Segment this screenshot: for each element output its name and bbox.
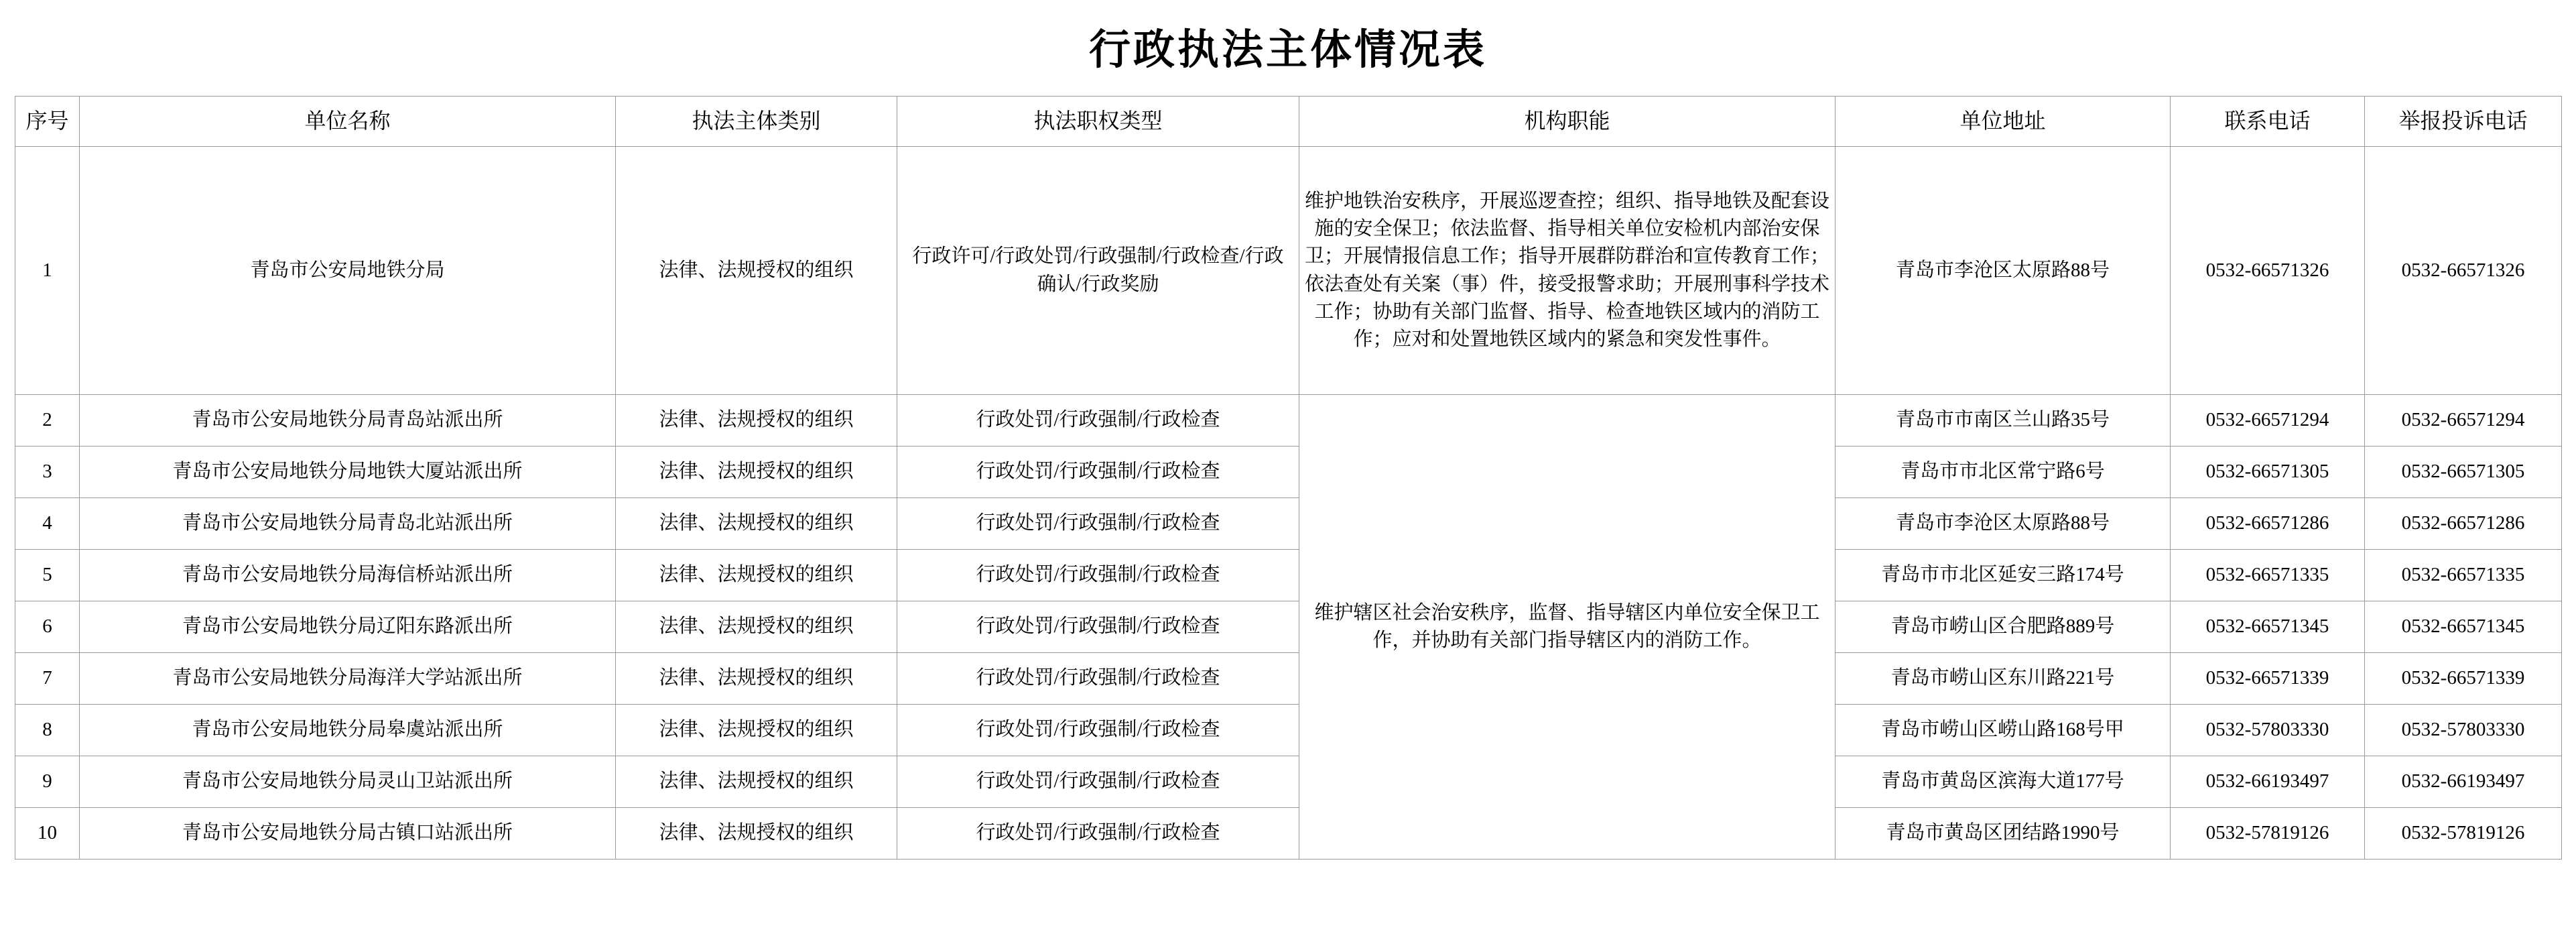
cell-report-tel: 0532-66571326 — [2365, 147, 2562, 395]
cell-no: 6 — [15, 601, 80, 653]
cell-address: 青岛市市南区兰山路35号 — [1836, 395, 2171, 447]
cell-unit-name: 青岛市公安局地铁分局海洋大学站派出所 — [80, 653, 616, 705]
cell-report-tel: 0532-66571294 — [2365, 395, 2562, 447]
cell-unit-name: 青岛市公安局地铁分局辽阳东路派出所 — [80, 601, 616, 653]
table-row — [15, 756, 2562, 808]
cell-no: 9 — [15, 756, 80, 808]
cell-report-tel: 0532-66571335 — [2365, 550, 2562, 601]
cell-tel: 0532-66571326 — [2171, 147, 2365, 395]
column-header-no: 序号 — [15, 97, 80, 147]
enforcement-entities-table — [15, 96, 2562, 860]
cell-address: 青岛市黄岛区滨海大道177号 — [1836, 756, 2171, 808]
table-row — [15, 550, 2562, 601]
cell-category: 法律、法规授权的组织 — [616, 550, 897, 601]
cell-power-type: 行政处罚/行政强制/行政检查 — [897, 808, 1299, 860]
cell-power-type: 行政处罚/行政强制/行政检查 — [897, 395, 1299, 447]
column-header-power-type: 执法职权类型 — [897, 97, 1299, 147]
cell-address: 青岛市李沧区太原路88号 — [1836, 147, 2171, 395]
cell-tel: 0532-66571339 — [2171, 653, 2365, 705]
cell-no: 3 — [15, 447, 80, 498]
table-row — [15, 808, 2562, 860]
cell-tel: 0532-66571335 — [2171, 550, 2365, 601]
cell-category: 法律、法规授权的组织 — [616, 601, 897, 653]
table-row — [15, 147, 2562, 395]
cell-unit-name: 青岛市公安局地铁分局青岛站派出所 — [80, 395, 616, 447]
page-title: 行政执法主体情况表 — [1088, 25, 1487, 74]
cell-report-tel: 0532-66571286 — [2365, 498, 2562, 550]
cell-unit-name: 青岛市公安局地铁分局皋虞站派出所 — [80, 705, 616, 756]
cell-tel: 0532-66193497 — [2171, 756, 2365, 808]
cell-address: 青岛市崂山区崂山路168号甲 — [1836, 705, 2171, 756]
table-row — [15, 498, 2562, 550]
cell-category: 法律、法规授权的组织 — [616, 756, 897, 808]
cell-no: 7 — [15, 653, 80, 705]
cell-power-type: 行政许可/行政处罚/行政强制/行政检查/行政确认/行政奖励 — [897, 147, 1299, 395]
cell-functions: 维护地铁治安秩序，开展巡逻查控；组织、指导地铁及配套设施的安全保卫；依法监督、指导相关单位安检机内部治安保卫；开展情报信息工作；指导开展群防群治和宣传教育工作；依法查处有关案（事）件，接受报警求助；开展刑事科学技术工作；协助有关部门监督、指导、检查地铁区域内的消防工作；应对和处置地铁区域内的紧急和突发性事件。 — [1299, 147, 1836, 395]
cell-power-type: 行政处罚/行政强制/行政检查 — [897, 550, 1299, 601]
cell-power-type: 行政处罚/行政强制/行政检查 — [897, 447, 1299, 498]
cell-category: 法律、法规授权的组织 — [616, 498, 897, 550]
cell-unit-name: 青岛市公安局地铁分局灵山卫站派出所 — [80, 756, 616, 808]
cell-unit-name: 青岛市公安局地铁分局地铁大厦站派出所 — [80, 447, 616, 498]
cell-no: 1 — [15, 147, 80, 395]
cell-no: 4 — [15, 498, 80, 550]
table-header-row — [15, 97, 2562, 147]
cell-address: 青岛市崂山区东川路221号 — [1836, 653, 2171, 705]
cell-power-type: 行政处罚/行政强制/行政检查 — [897, 601, 1299, 653]
cell-unit-name: 青岛市公安局地铁分局古镇口站派出所 — [80, 808, 616, 860]
cell-no: 5 — [15, 550, 80, 601]
cell-tel: 0532-66571286 — [2171, 498, 2365, 550]
cell-category: 法律、法规授权的组织 — [616, 147, 897, 395]
cell-power-type: 行政处罚/行政强制/行政检查 — [897, 653, 1299, 705]
column-header-functions: 机构职能 — [1299, 97, 1836, 147]
column-header-category: 执法主体类别 — [616, 97, 897, 147]
cell-tel: 0532-57803330 — [2171, 705, 2365, 756]
cell-power-type: 行政处罚/行政强制/行政检查 — [897, 756, 1299, 808]
cell-address: 青岛市黄岛区团结路1990号 — [1836, 808, 2171, 860]
cell-category: 法律、法规授权的组织 — [616, 705, 897, 756]
table-row — [15, 395, 2562, 447]
table-row — [15, 653, 2562, 705]
cell-category: 法律、法规授权的组织 — [616, 808, 897, 860]
cell-unit-name: 青岛市公安局地铁分局青岛北站派出所 — [80, 498, 616, 550]
column-header-unit-name: 单位名称 — [80, 97, 616, 147]
table-row — [15, 705, 2562, 756]
cell-report-tel: 0532-66571339 — [2365, 653, 2562, 705]
column-header-tel: 联系电话 — [2171, 97, 2365, 147]
cell-functions-merged: 维护辖区社会治安秩序，监督、指导辖区内单位安全保卫工作，并协助有关部门指导辖区内的消防工作。 — [1299, 395, 1836, 860]
cell-category: 法律、法规授权的组织 — [616, 395, 897, 447]
cell-category: 法律、法规授权的组织 — [616, 653, 897, 705]
cell-address: 青岛市李沧区太原路88号 — [1836, 498, 2171, 550]
cell-report-tel: 0532-66571345 — [2365, 601, 2562, 653]
table-row — [15, 601, 2562, 653]
cell-unit-name: 青岛市公安局地铁分局 — [80, 147, 616, 395]
cell-report-tel: 0532-57819126 — [2365, 808, 2562, 860]
cell-power-type: 行政处罚/行政强制/行政检查 — [897, 498, 1299, 550]
cell-tel: 0532-66571345 — [2171, 601, 2365, 653]
cell-address: 青岛市市北区常宁路6号 — [1836, 447, 2171, 498]
cell-power-type: 行政处罚/行政强制/行政检查 — [897, 705, 1299, 756]
cell-category: 法律、法规授权的组织 — [616, 447, 897, 498]
cell-tel: 0532-66571294 — [2171, 395, 2365, 447]
cell-tel: 0532-57819126 — [2171, 808, 2365, 860]
cell-report-tel: 0532-66571305 — [2365, 447, 2562, 498]
cell-no: 10 — [15, 808, 80, 860]
column-header-address: 单位地址 — [1836, 97, 2171, 147]
cell-tel: 0532-66571305 — [2171, 447, 2365, 498]
table-row — [15, 447, 2562, 498]
column-header-report-tel: 举报投诉电话 — [2365, 97, 2562, 147]
cell-report-tel: 0532-66193497 — [2365, 756, 2562, 808]
cell-no: 8 — [15, 705, 80, 756]
cell-no: 2 — [15, 395, 80, 447]
cell-address: 青岛市崂山区合肥路889号 — [1836, 601, 2171, 653]
cell-unit-name: 青岛市公安局地铁分局海信桥站派出所 — [80, 550, 616, 601]
cell-report-tel: 0532-57803330 — [2365, 705, 2562, 756]
cell-address: 青岛市市北区延安三路174号 — [1836, 550, 2171, 601]
